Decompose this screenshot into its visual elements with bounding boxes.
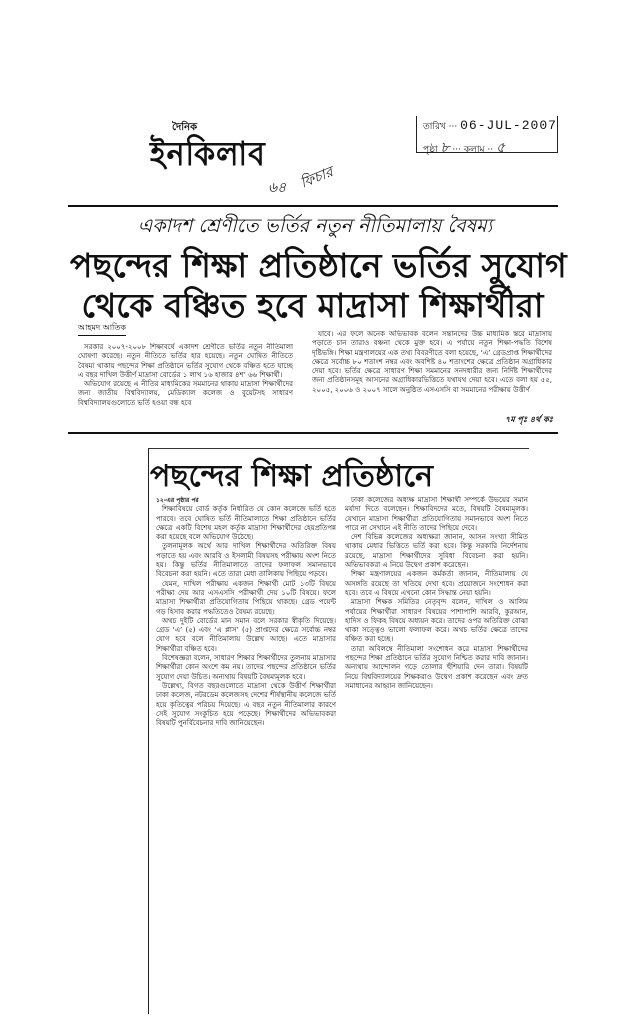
- paragraph: শিক্ষাবিষয়ে বোর্ড কর্তৃক নির্ধারিত যে কোন কলেজে ভর্তি হতে পারবে। তবে ঘোষিত ভর্তি নীতিমালাতে শিক্ষা প্রতিষ্ঠানে ভর্তির ক্ষেত্রে একটি বিশেষ মহল কর্তৃক মাদ্রাসা শিক্ষার্থীদের হেয়প্রতিপন্ন করা হয়েছে বলে অভিযোগ উঠেছে।: [156, 505, 336, 542]
- page-label: পৃষ্ঠা: [423, 145, 438, 155]
- paragraph: শিক্ষা মন্ত্রণালয়ের একজন কর্মকর্তা জানান, নীতিমালায় যে অসঙ্গতি রয়েছে তা খতিয়ে দেখা হবে। প্রয়োজনে সংশোধন করা হবে। তবে এ বিষয়ে এখনো কোন সিদ্ধান্ত নেয়া হয়নি।: [345, 570, 528, 597]
- page-value: ৮: [440, 140, 450, 156]
- dateline: ১২-এর পৃষ্ঠার পর: [156, 497, 199, 504]
- newspaper-masthead: ইনকিলাব: [150, 135, 266, 174]
- column-value: ৫: [495, 140, 506, 156]
- handwritten-number: ৬৪: [268, 180, 287, 196]
- paragraph: অভিযোগ রয়েছে এ নীতির মাধ্যমিকের সমমানের থাকায় মাদ্রাসা শিক্ষার্থীদের জন্য জাতীয় বিশ্ববিদ্যালয়, মেডিক্যাল কলেজ ও বুয়েটসহ সাধারণ বিশ্ববিদ্যালয়গুলোতে ভর্তি হওয়া বন্ধ হবে: [78, 380, 293, 407]
- continuation-note: ৭ম পৃঃ ৪র্থ কঃ: [505, 415, 553, 424]
- article-headline-line1: পছন্দের শিক্ষা প্রতিষ্ঠানে ভর্তির সুযোগ: [70, 246, 567, 285]
- paragraph: বিশেষজ্ঞরা বলেন, সাধারণ শিক্ষার শিক্ষার্থীদের তুলনায় মাদ্রাসার শিক্ষার্থীরা কোন অংশে কম নয়। তাদের পছন্দের প্রতিষ্ঠানে ভর্তির সুযোগ দেয়া উচিত। অন্যথায় বিষয়টি বৈষম্যমূলক হবে।: [156, 654, 336, 681]
- date-stamp: তারিখ ··· 06-JUL-2007 পৃষ্ঠা ৮ ··· কলাম ·· ৫: [416, 116, 558, 153]
- newspaper-prefix: দৈনিক: [172, 122, 198, 133]
- stamp-date: 06-JUL-2007: [460, 118, 557, 133]
- article-body-right: [312, 330, 552, 423]
- paragraph: তুলনামূলক অর্থে আর দাখিল শিক্ষার্থীদের অতিরিক্ত বিষয় পড়াতে হয় এবং আরবি ও ইসলামী বিষয়সহ পরীক্ষায় অংশ নিতে হয়। কিন্তু ভর্তির নীতিমালাতে তাদের ফলাফল সমানভাবে বিবেচনা করা হয়নি। এতে তারা মেধা তালিকায় পিছিয়ে পড়বে।: [156, 542, 336, 579]
- article-body-left: [78, 343, 293, 423]
- date-label: তারিখ: [423, 122, 446, 132]
- paragraph: মাদ্রাসা শিক্ষক সমিতির নেতৃবৃন্দ বলেন, দাখিল ও আলিম পর্যায়ের শিক্ষার্থীরা সাধারণ বিষয়ের পাশাপাশি আরবি, কুরআন, হাদিস ও ফিকহ বিষয়ে অধ্যয়ন করে। তাদের ওপর অতিরিক্ত বোঝা থাকা সত্ত্বেও ভালো ফলাফল করে। অথচ ভর্তির ক্ষেত্রে তাদের বঞ্চিত করা হচ্ছে।: [345, 598, 528, 644]
- paragraph: ঢাকা কলেজের অধ্যক্ষ মাদ্রাসা শিক্ষার্থী সম্পর্কে উভয়ের সমান মর্যাদা দিতে বলেছেন। শিক্ষাবিদদের মতে, বিষয়টি বৈষম্যমূলক। যেখানে মাদ্রাসা শিক্ষার্থীরা প্রতিযোগিতায় সমানভাবে অংশ নিতে পারে না সেখানে এই নীতি তাদের পিছিয়ে দেবে।: [345, 496, 528, 532]
- handwritten-note: ফিচার: [298, 164, 336, 192]
- paragraph: সরকার ২০০৭-২০০৮ শিক্ষাবর্ষে একাদশ শ্রেণীতে ভর্তির নতুন নীতিমালা ঘোষণা করেছে। নতুন নীতিতে ভর্তির হার হয়েছে। নতুন ঘোষিত নীতিতে বৈষম্য থাকায় পছন্দের শিক্ষা প্রতিষ্ঠানে ভর্তির সুযোগ থেকে বঞ্চিত হতে যাচ্ছে এ বছর দাখিল উত্তীর্ণ মাদ্রাসা বোর্ডের ১ লাখ ১৬ হাজার ৪শ’ ৬৬ শিক্ষার্থী।: [78, 343, 293, 379]
- byline: আহমদ আতিক: [78, 322, 126, 336]
- paragraph: দেশ বিভিন্ন কলেজের অধ্যক্ষরা জানান, আসন সংখ্যা সীমিত থাকায় মেধার ভিত্তিতে ভর্তি করা হবে। কিন্তু সরকারি নির্দেশনায় রয়েছে, মাদ্রাসা শিক্ষার্থীদের সুবিধা বিবেচনা করা হয়নি। অভিভাবকরা এ নিয়ে উদ্বেগ প্রকাশ করেছেন।: [345, 533, 528, 570]
- top-rule: [68, 205, 558, 207]
- article-divider: [68, 432, 558, 434]
- paragraph: উল্লেখ্য, বিগত বছরগুলোতে মাদ্রাসা থেকে উত্তীর্ণ শিক্ষার্থীরা ঢাকা কলেজ, নটরডেম কলেজসহ দেশের শীর্ষস্থানীয় কলেজে ভর্তি হয়ে কৃতিত্বের পরিচয় দিয়েছে। এ বছর নতুন নীতিমালার কারণে সেই সুযোগ সংকুচিত হয়ে পড়েছে। শিক্ষার্থীদের অভিভাবকরা বিষয়টি পুনর্বিবেচনার দাবি জানিয়েছেন।: [156, 681, 336, 728]
- article-body-right: [345, 496, 528, 1006]
- paragraph: যাবে। এর ফলে অনেক অভিভাবক বলেন সন্তানদের উচ্চ মাধ্যমিক স্তরে মাদ্রাসায় পড়াতে চান তারাও বঞ্চনা থেকে মুক্ত হবে। এ পর্যায়ে নতুন শিক্ষা-পদ্ধতি বিশেষ দৃষ্টিভঙ্গি। শিক্ষা মন্ত্রণালয়ের এক তথ্য বিবরণীতে বলা হয়েছে, ‘এ’ গ্রেডপ্রাপ্ত শিক্ষার্থীদের ক্ষেত্রে সর্বোচ্চ ৮০ শতাংশ নম্বর এবং অবশিষ্ট ৪০ শতাংশের ক্ষেত্রে প্রতিষ্ঠান অগ্রাধিকার দেয়া হবে। ভর্তির ক্ষেত্রে সাধারণ শিক্ষা সমমানের সনদধারীর জন্য নির্দিষ্ট শিক্ষার্থীদের জন্য প্রতিষ্ঠানসমূহ আসনের অগ্রাধিকারভিত্তিতে যথাযথ দেয়া হবে। এতে বলা হয় ৫৫, ২০০৫, ২০০৬ ও ২০০৭ সালে অনুষ্ঠিত এসএসসি বা সমমানের পরীক্ষায় উত্তীর্ণ: [312, 330, 552, 394]
- paragraph: তারা অবিলম্বে নীতিমালা সংশোধন করে মাদ্রাসা শিক্ষার্থীদের পছন্দের শিক্ষা প্রতিষ্ঠানে ভর্তির সুযোগ নিশ্চিত করার দাবি জানান। অন্যথায় আন্দোলন গড়ে তোলার হুঁশিয়ারি দেন তারা। বিষয়টি নিয়ে বিশ্ববিদ্যালয়ের শিক্ষকরাও উদ্বেগ প্রকাশ করেছেন এবং দ্রুত সমাধানের আহ্বান জানিয়েছেন।: [345, 644, 528, 690]
- article-headline-line2: থেকে বঞ্চিত হবে মাদ্রাসা শিক্ষার্থীরা: [81, 286, 544, 325]
- article-body-left: [156, 496, 336, 1006]
- column-label: কলাম: [463, 145, 485, 155]
- article-subheadline: একাদশ শ্রেণীতে ভর্তির নতুন নীতিমালায় বৈষম্য: [137, 215, 493, 237]
- paragraph: যেমন, দাখিল পরীক্ষায় একজন শিক্ষার্থী মোট ১৩টি বিষয়ে পরীক্ষা দেয় আর এসএসসি পরীক্ষার্থী দেয় ১০টি বিষয়ে। ফলে মাদ্রাসা শিক্ষার্থীরা প্রতিযোগিতায় পিছিয়ে থাকছে। গ্রেড পয়েন্ট গড় হিসাব করার পদ্ধতিতেও বৈষম্য রয়েছে।: [156, 579, 336, 616]
- article-headline: পছন্দের শিক্ষা প্রতিষ্ঠানে: [150, 459, 434, 494]
- paragraph: অথচ দুইটি বোর্ডের মান সমান বলে সরকার স্বীকৃতি দিয়েছে। গ্রেড ‘এ’ (৫) এবং ‘এ প্লাস’ (৫) প্রাপ্তদের ক্ষেত্রে সর্বোচ্চ নম্বর যোগ হবে বলে নীতিমালায় উল্লেখ আছে। এতে মাদ্রাসার শিক্ষার্থীরা বঞ্চিত হবে।: [156, 616, 336, 653]
